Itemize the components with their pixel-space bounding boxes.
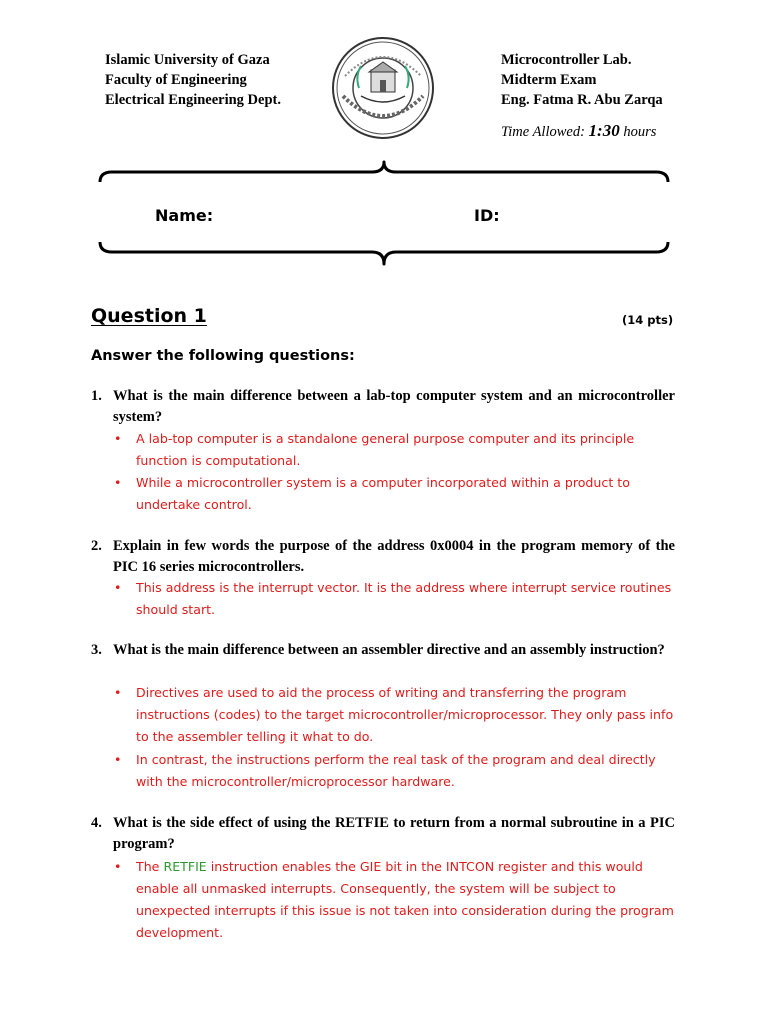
bullet-icon: •: [114, 580, 122, 595]
time-allowed-value: 1:30: [588, 121, 620, 140]
id-label: ID:: [474, 206, 500, 225]
answer-rest: instruction enables the GIE bit in the INTCON register and this would enable all unmasked interrupts. Consequently, the system will be subject to unexpected interrupts if this issue is not taken into consideration during the program development.: [136, 859, 674, 940]
answer-item: [114, 856, 684, 944]
question-title: Question 1: [91, 305, 207, 327]
question-text: What is the side effect of using the RETFIE to return from a normal subroutine in a PIC program?: [113, 815, 675, 852]
bullet-icon: •: [114, 475, 122, 490]
answer-item: [114, 577, 684, 621]
question-number: 1.: [91, 388, 102, 404]
bottom-brace: [96, 238, 672, 268]
question-item-4: [91, 813, 675, 855]
header-exam-info: [501, 50, 663, 110]
question-points: (14 pts): [622, 313, 674, 327]
answer-text: In contrast, the instructions perform the real task of the program and deal directly with the microcontroller/microprocessor hardware.: [136, 752, 656, 789]
retfie-keyword: RETFIE: [163, 859, 207, 874]
university-name: Islamic University of Gaza: [105, 52, 270, 68]
header-institution: [105, 50, 281, 110]
answer-prefix: The: [136, 859, 160, 874]
answer-text: While a microcontroller system is a computer incorporated within a product to undertake control.: [136, 475, 630, 512]
question-item-1: [91, 386, 675, 428]
time-allowed-unit: hours: [623, 124, 657, 140]
question-text: Explain in few words the purpose of the address 0x0004 in the program memory of the PIC 16 series microcontrollers.: [113, 538, 675, 575]
answer-item: [114, 428, 684, 472]
exam-type: Midterm Exam: [501, 72, 597, 88]
answer-item: [114, 749, 684, 793]
answer-item: [114, 682, 684, 748]
question-item-2: [91, 536, 675, 578]
university-seal-logo: [331, 36, 435, 140]
faculty-name: Faculty of Engineering: [105, 72, 247, 88]
course-name: Microcontroller Lab.: [501, 52, 632, 68]
answer-text: A lab-top computer is a standalone general purpose computer and its principle function is computational.: [136, 431, 635, 468]
top-brace: [96, 158, 672, 188]
instructor-name: Eng. Fatma R. Abu Zarqa: [501, 92, 663, 108]
bullet-icon: •: [114, 859, 122, 874]
question-text: What is the main difference between an assembler directive and an assembly instruction?: [113, 642, 665, 658]
question-text: What is the main difference between a lab-top computer system and an microcontroller system?: [113, 388, 675, 425]
question-number: 3.: [91, 642, 102, 658]
bullet-icon: •: [114, 752, 122, 767]
question-number: 4.: [91, 815, 102, 831]
answer-text: [136, 856, 684, 944]
name-label: Name:: [155, 206, 214, 225]
answer-text: This address is the interrupt vector. It is the address where interrupt service routines should start.: [136, 580, 672, 617]
bullet-icon: •: [114, 431, 122, 446]
department-name: Electrical Engineering Dept.: [105, 92, 281, 108]
answer-item: [114, 472, 684, 516]
time-allowed-label: Time Allowed:: [501, 124, 585, 140]
question-instruction: Answer the following questions:: [91, 348, 355, 364]
answer-text: Directives are used to aid the process of writing and transferring the program instructions (codes) to the target microcontroller/microprocessor. They only pass info to the assembler telling it what to do.: [136, 685, 674, 744]
question-number: 2.: [91, 538, 102, 554]
bullet-icon: •: [114, 685, 122, 700]
time-allowed: [501, 121, 656, 141]
question-item-3: [91, 640, 675, 661]
